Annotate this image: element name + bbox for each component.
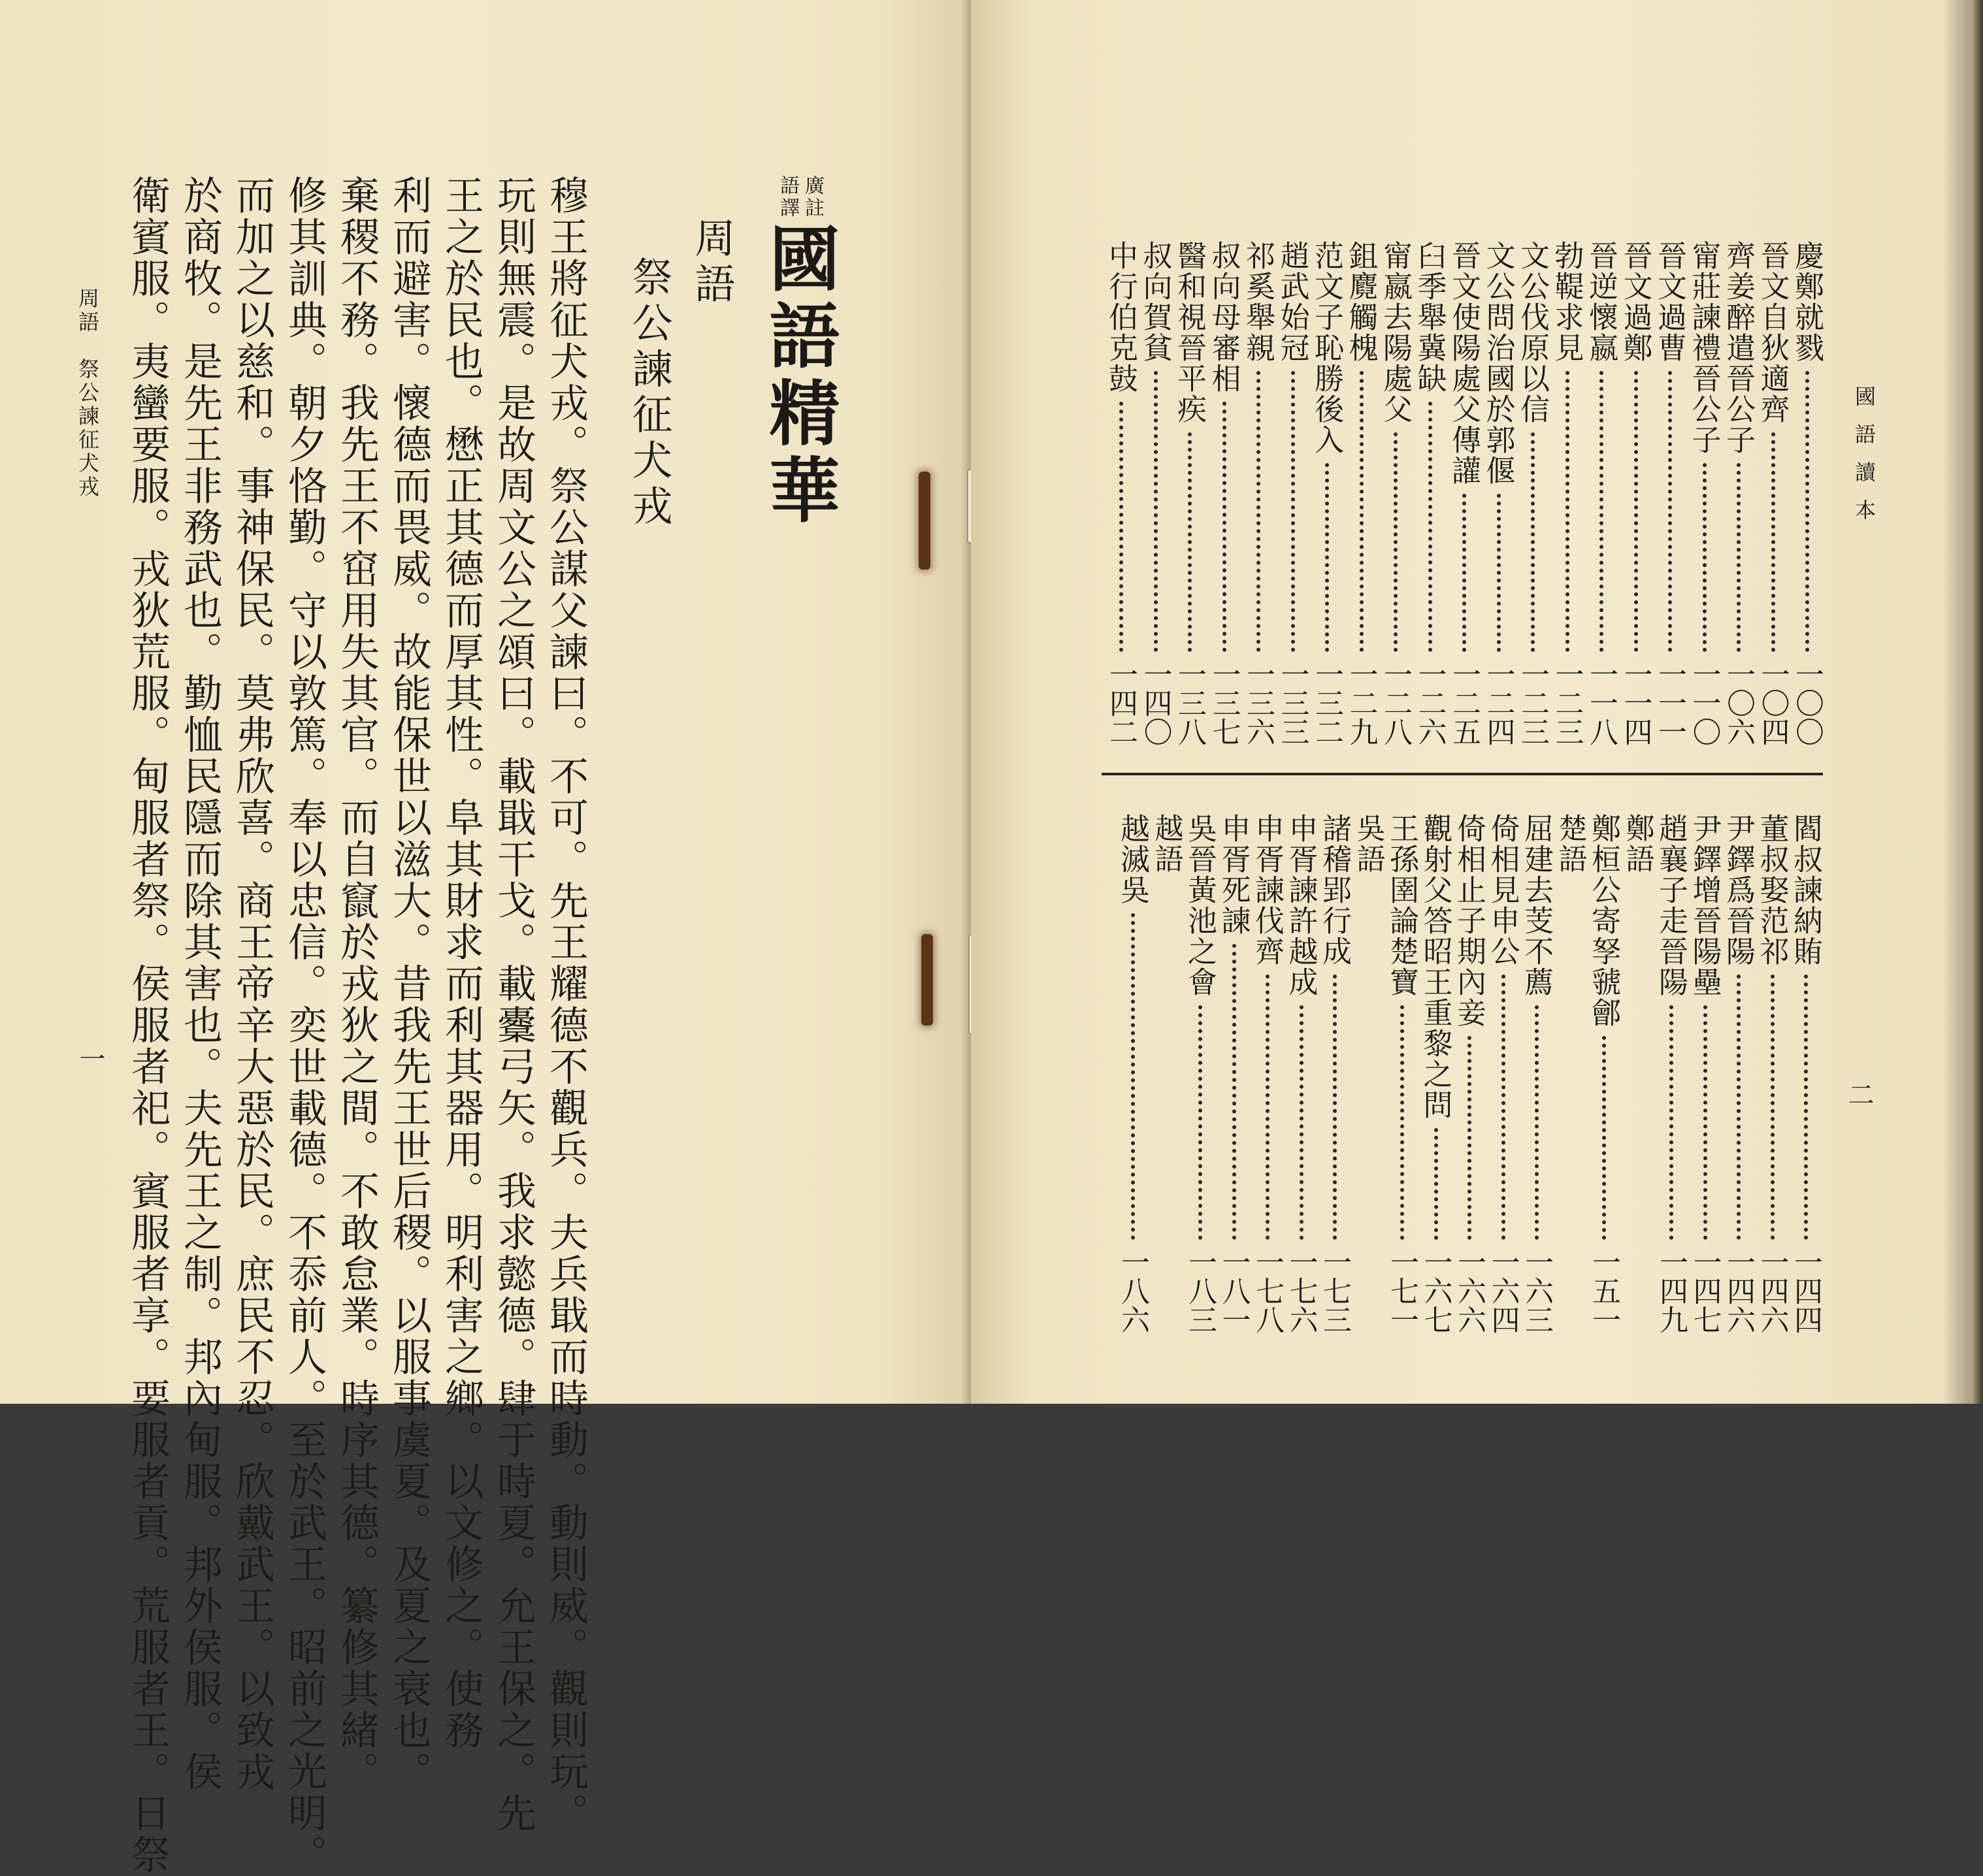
toc-entry-title[interactable]: 臼季舉冀缺 — [1412, 240, 1447, 394]
toc-leader-dots — [1497, 494, 1501, 652]
toc-page-number: 一四七 — [1688, 1248, 1722, 1334]
toc-entry-title[interactable]: 叔向母審相 — [1206, 240, 1241, 394]
toc-page-number: 一二九 — [1344, 660, 1378, 746]
page-number-left: 一 — [75, 1045, 105, 1071]
toc-entry-title[interactable]: 董叔娶范祁 — [1754, 813, 1790, 967]
toc-page-number: 一二四 — [1481, 660, 1515, 746]
toc-entry-title[interactable]: 勃鞮求見 — [1549, 240, 1584, 363]
toc-page-number: 一一一 — [1653, 660, 1686, 746]
toc-leader-dots — [1531, 432, 1535, 652]
toc-page-number: 一六四 — [1486, 1248, 1520, 1334]
toc-entry-title[interactable]: 鄭桓公寄孥虢鄶 — [1586, 813, 1621, 1028]
body-column: 修其訓典。朝夕恪勤。守以敦篤。奉以忠信。奕世載德。不忝前人。至於武王。昭前之光明。 — [282, 175, 327, 1876]
toc-leader-dots — [1669, 1005, 1673, 1240]
toc-leader-dots — [1333, 975, 1337, 1240]
toc-page-number: 一八六 — [1116, 1248, 1149, 1334]
running-header: 國語讀本 — [1852, 385, 1876, 537]
toc-leader-dots — [1360, 371, 1364, 652]
toc-entry-title[interactable]: 晉逆懷嬴 — [1584, 240, 1618, 363]
toc-page-number: 一七三 — [1318, 1248, 1351, 1334]
toc-page-number: 一六七 — [1418, 1248, 1452, 1334]
toc-section-head: 楚語 — [1553, 813, 1587, 875]
toc-page-number: 一四九 — [1654, 1248, 1688, 1334]
toc-page-number: 一五一 — [1587, 1248, 1620, 1334]
toc-entry-title[interactable]: 晉文自狄適齊 — [1755, 240, 1790, 425]
toc-page-number: 一六六 — [1452, 1248, 1486, 1334]
page-number-right: 二 — [1844, 1081, 1874, 1107]
toc-leader-dots — [1668, 371, 1672, 652]
toc-leader-dots — [1599, 371, 1603, 652]
toc-leader-dots — [1771, 975, 1775, 1240]
toc-leader-dots — [1222, 402, 1226, 652]
toc-leader-dots — [1131, 913, 1135, 1240]
toc-entry-title[interactable]: 慶鄭就戮 — [1790, 240, 1824, 363]
toc-entry-title[interactable]: 中行伯克鼓 — [1104, 240, 1138, 394]
body-column: 穆王將征犬戎。祭公謀父諫曰。不可。先王耀德不觀兵。夫兵戢而時動。動則威。觀則玩。 — [543, 175, 589, 1834]
toc-page-number: 一三七 — [1207, 660, 1241, 746]
staple-bottom — [921, 934, 933, 1026]
toc-page-number: 一四二 — [1104, 660, 1138, 746]
toc-page-number: 一二六 — [1413, 660, 1447, 746]
book-title: 國語精華 — [757, 222, 840, 530]
toc-entry-title[interactable]: 甯莊諫禮晉公子 — [1686, 240, 1722, 455]
toc-page-number: 一二三 — [1550, 660, 1584, 746]
toc-page-number: 一〇〇 — [1790, 660, 1824, 746]
toc-page-number: 一八一 — [1217, 1248, 1251, 1334]
toc-leader-dots — [1805, 371, 1809, 652]
toc-leader-dots — [1232, 944, 1236, 1240]
toc-entry-title[interactable]: 觀射父答昭王重黎之問 — [1418, 813, 1453, 1120]
toc-entry-title[interactable]: 倚相止子期內妾 — [1452, 813, 1486, 1028]
toc-page-number: 一二三 — [1516, 660, 1549, 746]
toc-leader-dots — [1266, 975, 1270, 1240]
toc-entry-title[interactable]: 祁奚舉親 — [1241, 240, 1275, 363]
toc-leader-dots — [1462, 494, 1466, 652]
toc-page-number: 一三八 — [1173, 660, 1206, 746]
toc-entry-title[interactable]: 諸稽郢行成 — [1317, 813, 1352, 967]
toc-entry-title[interactable]: 閻叔諫納賄 — [1788, 813, 1823, 967]
toc-entry-title[interactable]: 吳晉黃池之會 — [1183, 813, 1217, 997]
toc-leader-dots — [1467, 1036, 1471, 1240]
toc-entry-title[interactable]: 屈建去芰不薦 — [1519, 813, 1554, 997]
toc-page-number: 一三三 — [1275, 660, 1309, 746]
body-column: 棄稷不務。我先王不窋用失其官。而自竄於戎狄之間。不敢怠業。時序其德。纂修其緒。 — [334, 175, 380, 1793]
left-page — [0, 0, 971, 1876]
chapter-title: 祭公諫征犬戎 — [625, 256, 673, 530]
toc-page-number: 一〇四 — [1756, 660, 1790, 746]
toc-leader-dots — [1737, 463, 1741, 652]
page-edge — [1971, 0, 1983, 1404]
toc-entry-title[interactable]: 文公伐原以信 — [1515, 240, 1550, 425]
divider-rule — [1102, 773, 1823, 775]
toc-page-number: 一八三 — [1183, 1248, 1217, 1334]
toc-leader-dots — [1154, 371, 1158, 652]
toc-entry-title[interactable]: 趙武始冠 — [1275, 240, 1310, 363]
body-column: 於商牧。是先王非務武也。勤恤民隱而除其害也。夫先王之制。邦內甸服。邦外侯服。侯 — [177, 175, 223, 1793]
toc-page-number: 一三六 — [1241, 660, 1275, 746]
right-page — [971, 0, 1983, 1404]
toc-leader-dots — [1325, 463, 1329, 652]
body-column: 玩則無震。是故周文公之頌曰。載戢干戈。載櫜弓矢。我求懿德。肆于時夏。允王保之。先 — [491, 175, 536, 1834]
toc-leader-dots — [1804, 975, 1808, 1240]
toc-leader-dots — [1634, 371, 1638, 652]
toc-entry-title[interactable]: 申胥諫許越成 — [1283, 813, 1319, 997]
toc-page-number: 一四〇 — [1138, 660, 1172, 746]
toc-entry-title[interactable]: 尹鐸爲晉陽 — [1721, 813, 1756, 967]
toc-page-number: 一二八 — [1379, 660, 1412, 746]
toc-entry-title[interactable]: 申胥諫伐齊 — [1250, 813, 1285, 967]
toc-leader-dots — [1188, 432, 1192, 652]
toc-leader-dots — [1535, 1005, 1539, 1240]
toc-entry-title[interactable]: 晉文使陽處父傳讙 — [1447, 240, 1481, 486]
title-prefix-right: 廣註 — [801, 175, 824, 219]
toc-section-head: 吳語 — [1351, 813, 1385, 875]
toc-entry-title[interactable]: 齊姜醉遣晉公子 — [1721, 240, 1756, 455]
toc-leader-dots — [1256, 371, 1260, 652]
body-column: 衛賓服。夷蠻要服。戎狄荒服。甸服者祭。侯服者祀。賓服者享。要服者貢。荒服者王。日祭 — [125, 175, 171, 1876]
toc-page-number: 一一四 — [1618, 660, 1652, 746]
page-footer: 周語 祭公諫征犬戎 — [75, 287, 100, 499]
toc-leader-dots — [1394, 432, 1398, 652]
staple-top — [919, 472, 930, 570]
toc-page-number: 一七八 — [1251, 1248, 1284, 1334]
toc-entry-title[interactable]: 王孫圉論楚寶 — [1385, 813, 1419, 997]
toc-page-number: 一二五 — [1447, 660, 1481, 746]
toc-entry-title[interactable]: 醫和視晉平疾 — [1172, 240, 1207, 425]
toc-page-number: 一七一 — [1385, 1248, 1418, 1334]
toc-entry-title[interactable]: 趙襄子走晉陽 — [1654, 813, 1688, 997]
toc-leader-dots — [1400, 1005, 1404, 1240]
toc-entry-title[interactable]: 文公問治國於郭偃 — [1481, 240, 1516, 486]
toc-leader-dots — [1198, 1005, 1202, 1240]
toc-leader-dots — [1300, 1005, 1303, 1240]
toc-leader-dots — [1703, 463, 1707, 652]
body-column: 利而避害。懷德而畏威。故能保世以滋大。昔我先王世后稷。以服事虞夏。及夏之衰也。 — [386, 175, 432, 1793]
title-prefix-left: 語譯 — [776, 175, 799, 219]
body-column: 王之於民也。懋正其德而厚其性。阜其財求而利其器用。明利害之鄉。以文修之。使務 — [438, 175, 484, 1751]
toc-entry-title[interactable]: 叔向賀貧 — [1138, 240, 1173, 363]
toc-page-number: 一四四 — [1789, 1248, 1822, 1334]
toc-page-number: 一三二 — [1310, 660, 1343, 746]
toc-page-number: 一一八 — [1584, 660, 1618, 746]
toc-page-number: 一七六 — [1284, 1248, 1318, 1334]
toc-page-number: 一四六 — [1755, 1248, 1789, 1334]
toc-leader-dots — [1434, 1128, 1438, 1240]
body-column: 而加之以慈和。事神保民。莫弗欣喜。商王帝辛大惡於民。庶民不忍。欣戴武王。以致戎 — [229, 175, 275, 1793]
toc-page-number: 一四六 — [1722, 1248, 1755, 1334]
toc-entry-title[interactable]: 晉文過曹 — [1652, 240, 1687, 363]
toc-entry-title[interactable]: 倚相見申公 — [1485, 813, 1520, 967]
toc-leader-dots — [1737, 975, 1741, 1240]
toc-entry-title[interactable]: 甯嬴去陽處父 — [1378, 240, 1413, 425]
toc-leader-dots — [1771, 432, 1775, 652]
toc-entry-title[interactable]: 晉文過鄭 — [1618, 240, 1653, 363]
toc-leader-dots — [1428, 402, 1432, 652]
toc-leader-dots — [1703, 1005, 1707, 1240]
section-title: 周語 — [688, 217, 736, 308]
toc-entry-title[interactable]: 鉏麑觸槐 — [1343, 240, 1379, 363]
toc-leader-dots — [1119, 402, 1123, 652]
toc-page-number: 一六三 — [1520, 1248, 1553, 1334]
toc-leader-dots — [1501, 975, 1505, 1240]
toc-page-number: 一〇六 — [1722, 660, 1755, 746]
toc-leader-dots — [1565, 371, 1569, 652]
toc-section-head: 鄭語 — [1620, 813, 1654, 875]
toc-leader-dots — [1291, 371, 1295, 652]
toc-entry-title[interactable]: 越滅吳 — [1115, 813, 1150, 905]
toc-entry-title[interactable]: 范文子恥勝後入 — [1309, 240, 1344, 455]
toc-section-head: 越語 — [1149, 813, 1183, 875]
toc-entry-title[interactable]: 申胥死諫 — [1216, 813, 1251, 936]
toc-leader-dots — [1602, 1036, 1606, 1240]
toc-page-number: 一一〇 — [1687, 660, 1721, 746]
toc-entry-title[interactable]: 尹鐸增晉陽壘 — [1687, 813, 1722, 997]
